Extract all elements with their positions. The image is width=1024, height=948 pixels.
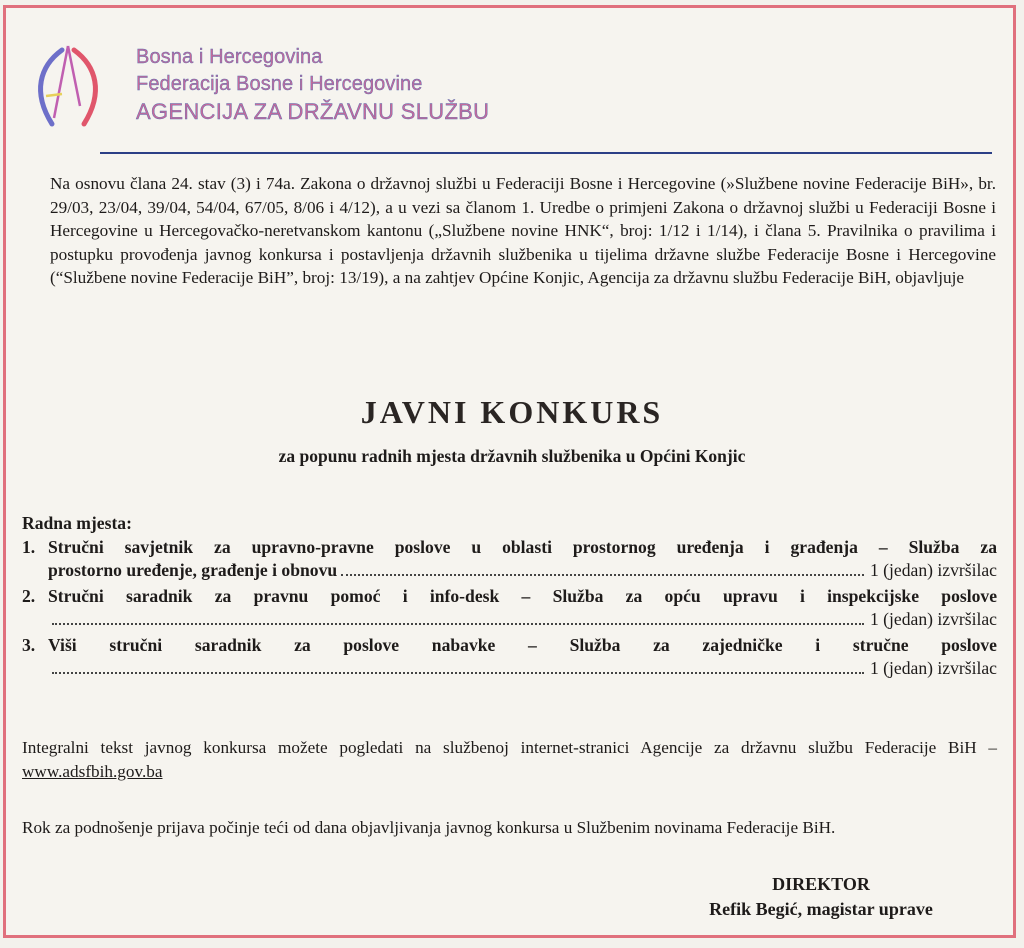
position-count: 1 (jedan) izvršilac [869,658,997,678]
leader-dots [52,671,864,674]
position-count: 1 (jedan) izvršilac [869,609,997,629]
info-paragraph [22,736,997,784]
position-number: 1. [22,537,36,557]
signature-role: DIREKTOR [772,874,870,894]
position-item [22,536,997,582]
position-count-row [48,559,997,582]
position-number: 2. [22,586,36,606]
agency-website-link[interactable]: www.adsfbih.gov.ba [22,762,163,781]
position-body [48,536,997,582]
leader-dots [341,573,864,576]
position-count-row [48,657,997,680]
position-title: Stručni saradnik za pravnu pomoć i info-desk – Služba za opću upravu i inspekcijske poslove [48,586,997,606]
country-name: Bosna i Hercegovina [136,46,323,68]
info-text: Integralni tekst javnog konkursa možete pogledati na službenoj internet-stranici Agencije za državnu službu Federacije BiH – [22,738,997,757]
positions-heading: Radna mjesta: [22,513,132,533]
agency-header [18,36,1018,151]
page-subtitle: za popunu radnih mjesta državnih službenika u Općini Konjic [278,446,746,466]
intro-paragraph: Na osnovu člana 24. stav (3) i 74a. Zakona o državnoj službi u Federaciji Bosne i Hercegovine (»Službene novine Federacije BiH», br. 29/03, 23/04, 39/04, 54/04, 67/05, 8/06 i 4/12), a u vezi sa članom 1. Uredbe o primjeni Zakona o državnoj službi u Federaciji Bosne i Hercegovine u Hercegovačko-neretvanskom kantonu („Službene novine HNK“, broj: 1/12 i 1/14), i člana 5. Pravilnika o pravilima i postupku provođenja javnog konkursa i postavljenja državnih službenika u tijelima državne službe Federacije Bosne i Hercegovine (“Službene novine Federacije BiH”, broj: 13/19), a na zahtjev Općine Konjic, Agencija za državnu službu Federacije BiH, objavljuje [50,174,996,288]
position-item [22,634,997,680]
page-title: JAVNI KONKURS [360,394,664,430]
agency-name-block [136,44,489,125]
deadline-paragraph: Rok za podnošenje prijava počinje teći od dana objavljivanja javnog konkursa u Službenim novinama Federacije BiH. [22,818,836,837]
position-item [22,585,997,631]
position-body [48,585,997,631]
position-title: Viši stručni saradnik za poslove nabavke – Služba za zajedničke i stručne poslove [48,635,997,655]
signature-name: Refik Begić, magistar uprave [709,899,933,919]
position-title-continued: prostorno uređenje, građenje i obnovu [48,560,338,580]
position-count: 1 (jedan) izvršilac [869,560,997,580]
entity-name: Federacija Bosne i Hercegovine [136,73,423,95]
position-title: Stručni savjetnik za upravno-pravne poslove u oblasti prostornog uređenja i građenja – Služba za [48,537,997,557]
agency-logo-icon [18,36,118,136]
agency-name: AGENCIJA ZA DRŽAVNU SLUŽBU [136,99,490,124]
positions-list [22,512,997,683]
leader-dots [52,622,864,625]
header-divider [100,152,992,154]
position-count-row [48,608,997,631]
position-number: 3. [22,635,36,655]
signature-block [676,872,966,922]
position-body [48,634,997,680]
